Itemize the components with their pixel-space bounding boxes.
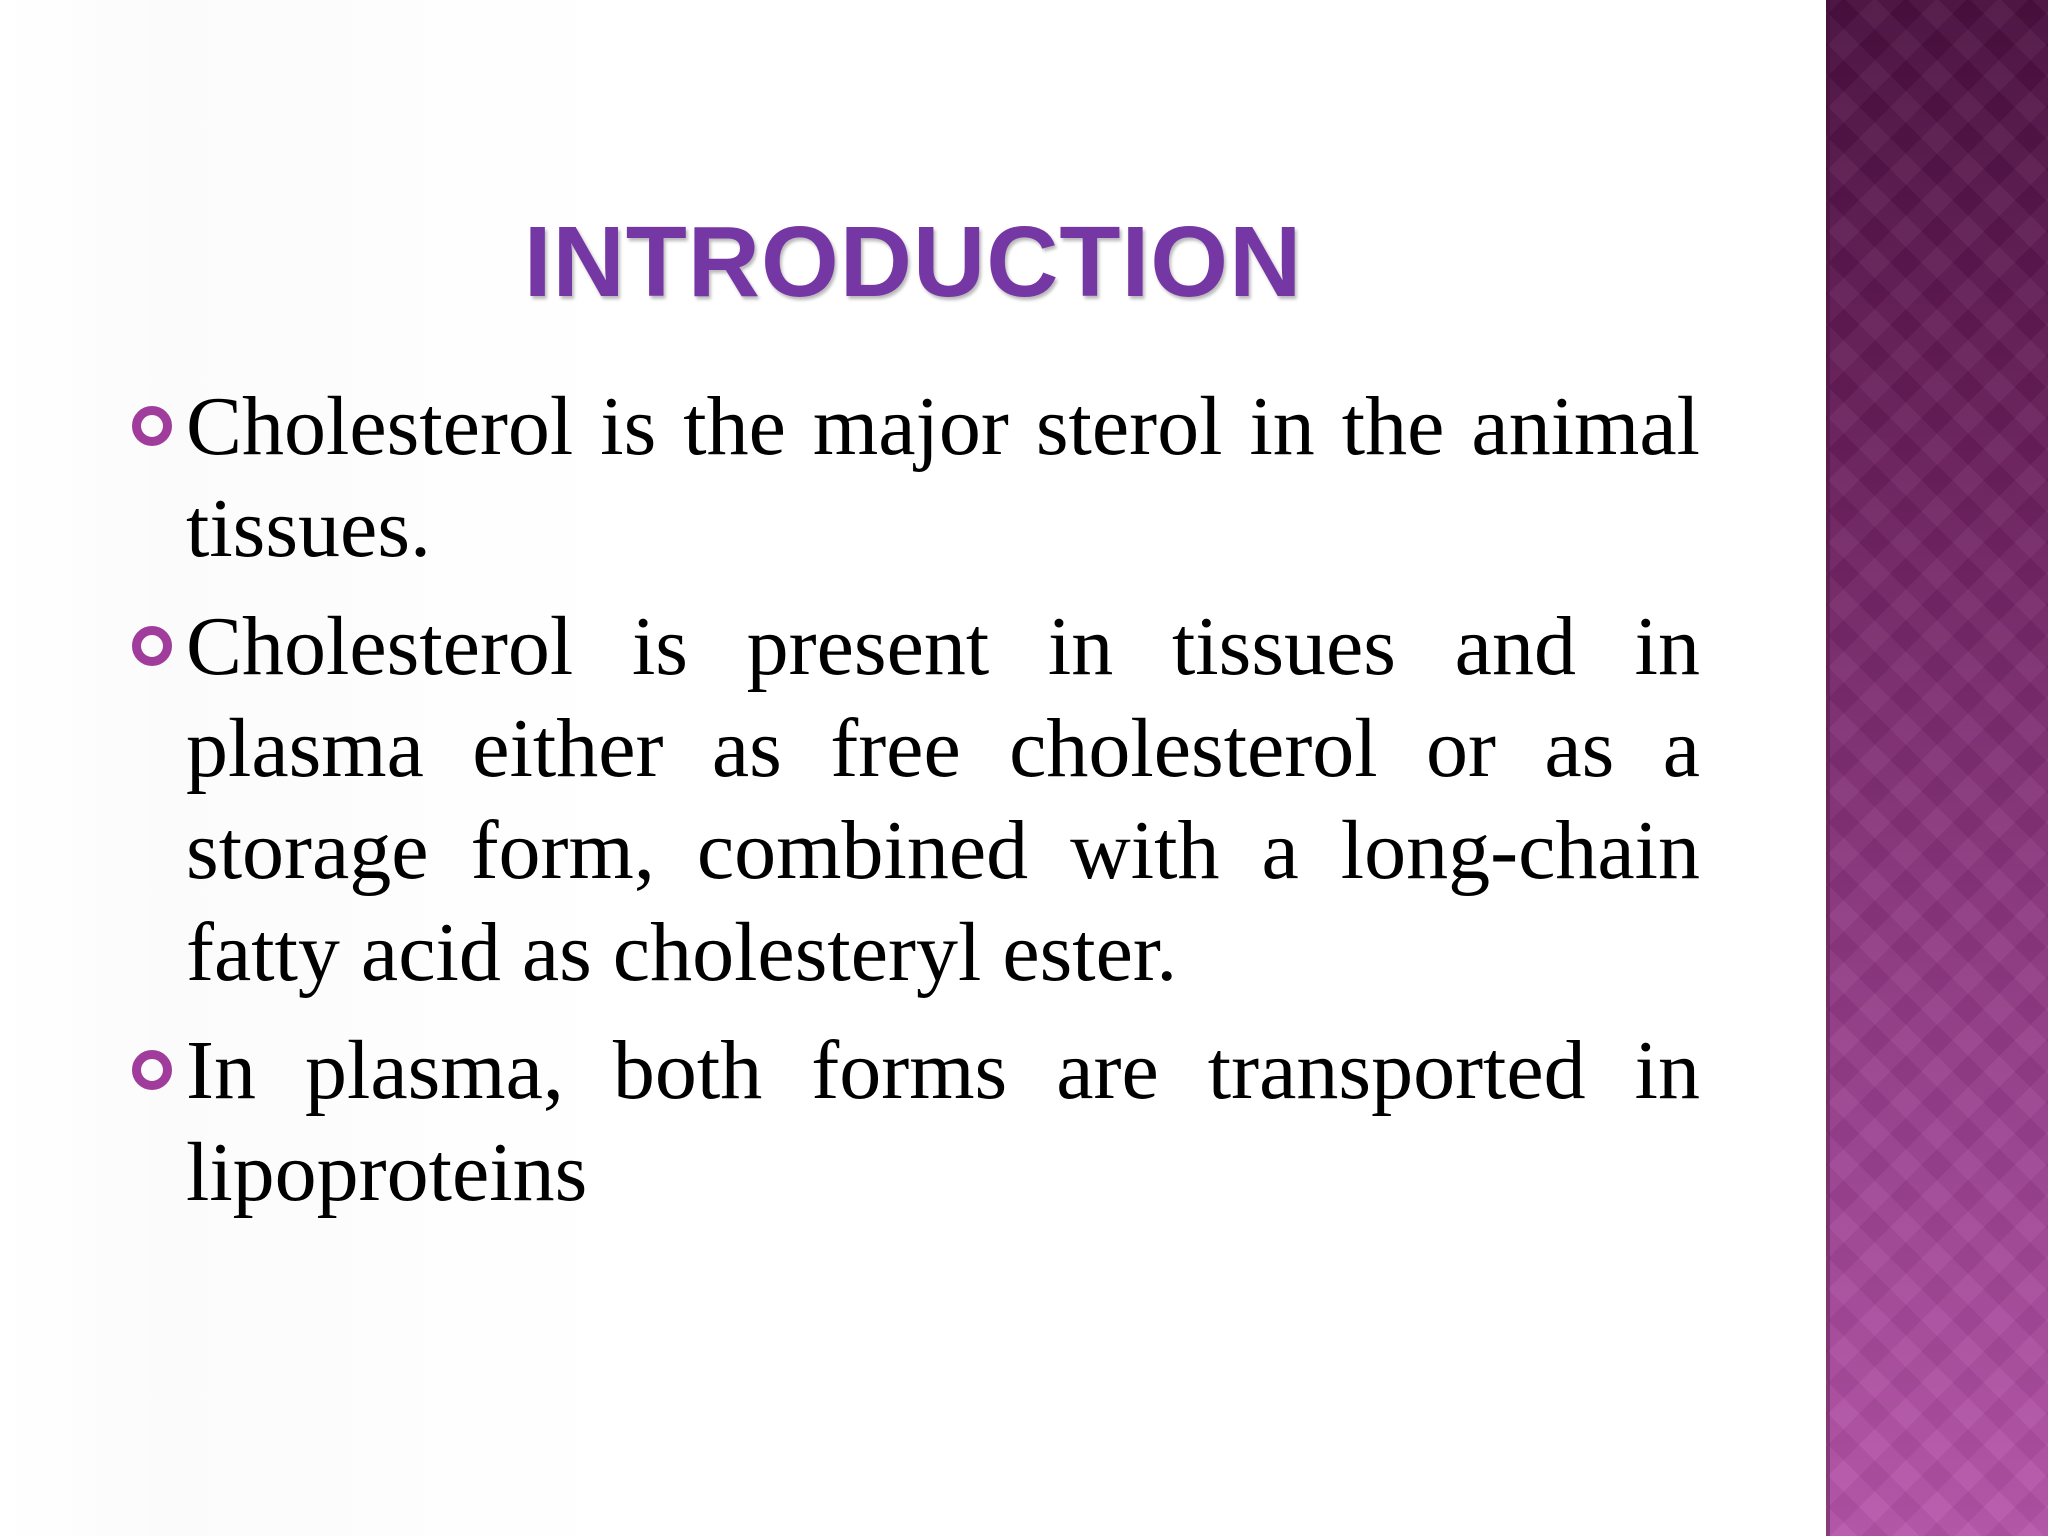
bullet-text: In plasma, both forms are transported in lipoproteins — [186, 1024, 1700, 1219]
side-band-edge — [1826, 0, 1830, 1536]
slide-title: INTRODUCTION — [523, 206, 1303, 318]
ring-bullet-icon — [132, 1050, 172, 1090]
decorative-side-band — [1826, 0, 2048, 1536]
bullet-item — [130, 1020, 1700, 1224]
bullet-text: Cholesterol is the major sterol in the animal tissues. — [186, 380, 1700, 575]
bullet-item — [130, 376, 1700, 580]
bullet-text: Cholesterol is present in tissues and in plasma either as free cholesterol or as a storage form, combined with a long-chain fatty acid as cholesteryl ester. — [186, 600, 1700, 999]
bullet-item — [130, 596, 1700, 1004]
ring-bullet-icon — [132, 406, 172, 446]
bullet-list — [130, 376, 1700, 1240]
ring-bullet-icon — [132, 626, 172, 666]
